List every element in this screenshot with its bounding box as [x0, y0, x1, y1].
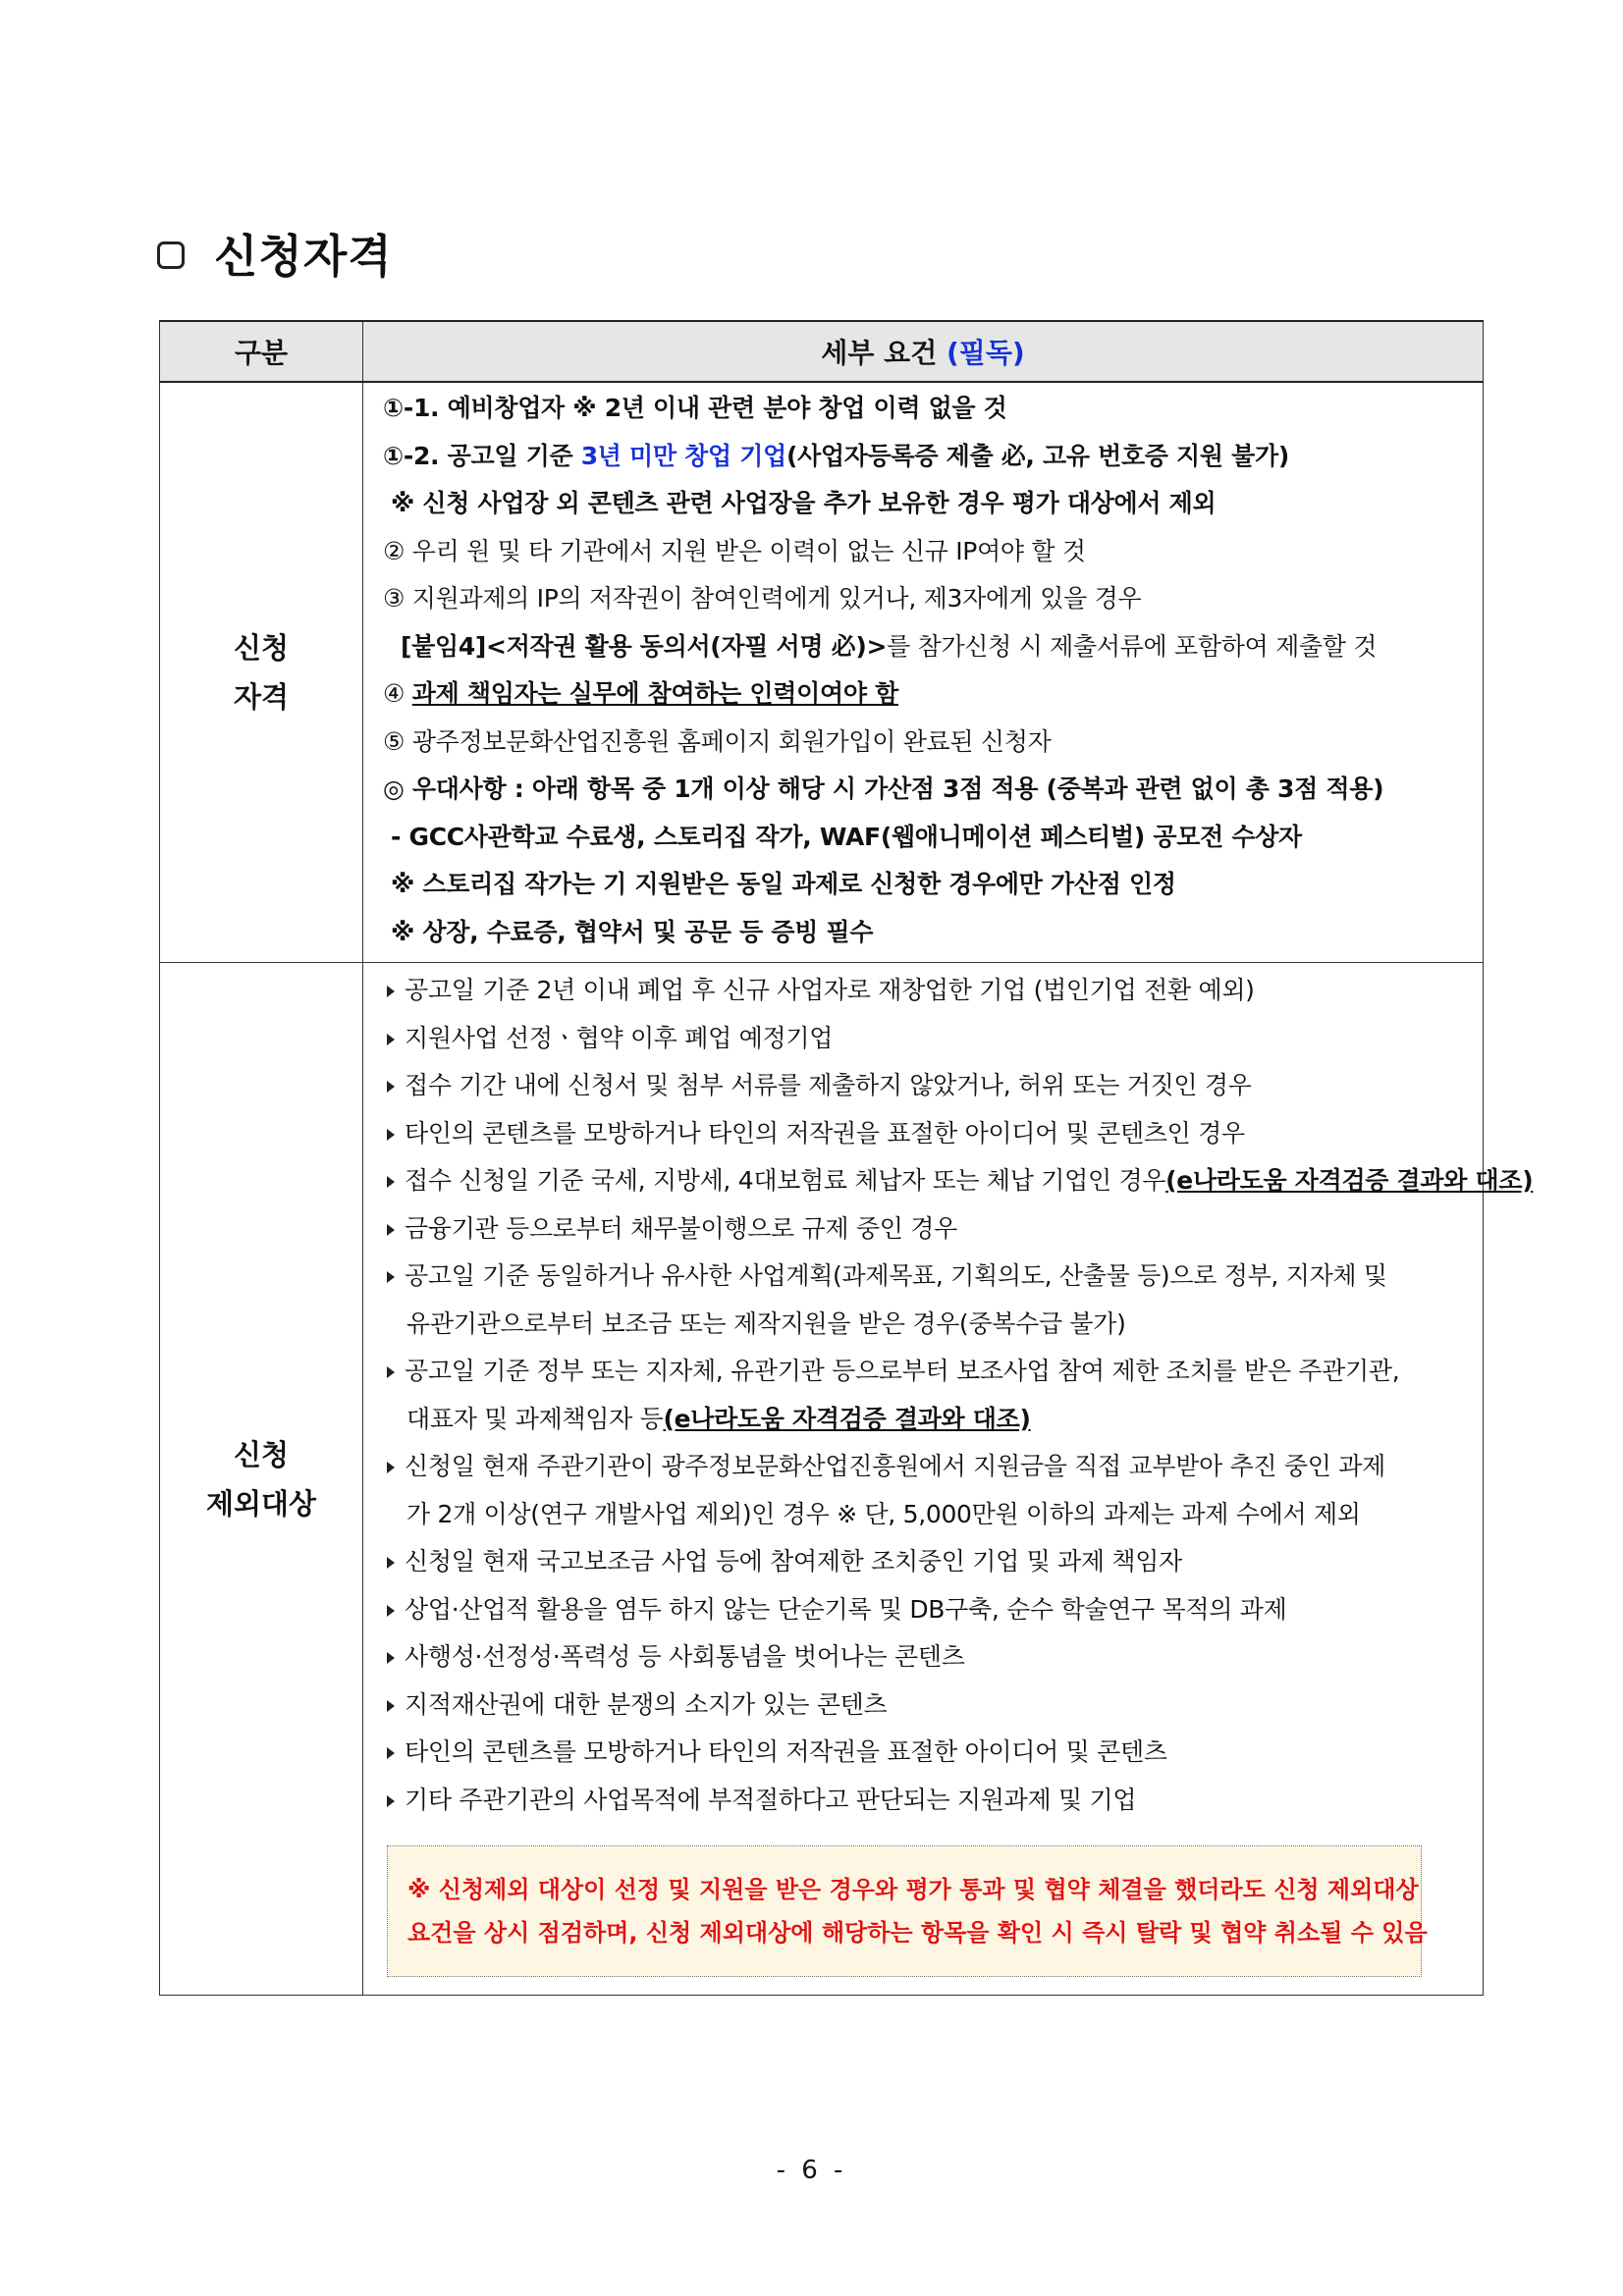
section-title: 신청자격 — [214, 230, 393, 283]
exclusion-item: 지적재산권에 대한 분쟁의 소지가 있는 콘텐츠 — [383, 1682, 1483, 1730]
exclusion-item: 공고일 기준 정부 또는 지자체, 유관기관 등으로부터 보조사업 참여 제한 조치를 받은 주관기관, — [383, 1348, 1483, 1396]
checkbox-square-icon — [157, 241, 185, 269]
bullet-triangle-icon — [387, 1747, 395, 1759]
exclusion-item-continuation: 유관기관으로부터 보조금 또는 제작지원을 받은 경우(중복수급 불가) — [406, 1308, 1126, 1338]
exclusion-item: 접수 신청일 기준 국세, 지방세, 4대보험료 체납자 또는 체납 기업인 경우(e나라도움 자격검증 결과와 대조) — [383, 1157, 1483, 1205]
exclusion-item: 공고일 기준 2년 이내 폐업 후 신규 사업자로 재창업한 기업 (법인기업 전환 예외) — [383, 967, 1483, 1015]
bullet-triangle-icon — [387, 1700, 395, 1712]
bullet-triangle-icon — [387, 1366, 395, 1378]
notice-line: ※ 신청제외 대상이 선정 및 지원을 받은 경우와 평가 통과 및 협약 체결을 했더라도 신청 제외대상 — [407, 1876, 1419, 1903]
header-category: 구분 — [160, 321, 363, 382]
eligibility-line: ③ 지원과제의 IP의 저작권이 참여인력에게 있거나, 제3자에게 있을 경우 — [383, 584, 1142, 613]
preference-line: - GCC사관학교 수료생, 스토리집 작가, WAF(웹애니메이션 페스티벌) 공모전 수상자 — [391, 822, 1302, 851]
exclusion-item-continuation: 가 2개 이상(연구 개발사업 제외)인 경우 ※ 단, 5,000만원 이하의 과제는 과제 수에서 제외 — [406, 1499, 1361, 1528]
bullet-triangle-icon — [387, 1605, 395, 1617]
eligibility-line: ①-2. 공고일 기준 3년 미만 창업 기업(사업자등록증 제출 必, 고유 번호증 지원 불가) — [383, 441, 1289, 470]
exclusion-item: 타인의 콘텐츠를 모방하거나 타인의 저작권을 표절한 아이디어 및 콘텐츠인 경우 — [383, 1110, 1483, 1158]
eligibility-line: ② 우리 원 및 타 기관에서 지원 받은 이력이 없는 신규 IP여야 할 것 — [383, 536, 1086, 565]
requirements-table — [159, 320, 1534, 1996]
eligibility-details — [363, 382, 1484, 963]
exclusion-item: 신청일 현재 주관기관이 광주정보문화산업진흥원에서 지원금을 직접 교부받아 추진 중인 과제 — [383, 1443, 1483, 1491]
exclusion-item: 기타 주관기관의 사업목적에 부적절하다고 판단되는 지원과제 및 기업 — [383, 1777, 1483, 1825]
eligibility-category: 신청 자격 — [160, 382, 363, 963]
eligibility-line: ①-1. 예비창업자 ※ 2년 이내 관련 분야 창업 이력 없을 것 — [383, 394, 1007, 422]
header-detail: 세부 요건 (필독) — [363, 321, 1484, 382]
bullet-triangle-icon — [387, 1034, 395, 1045]
eligibility-line: [붙임4]<저작권 활용 동의서(자필 서명 必)>를 참가신청 시 제출서류에 포함하여 제출할 것 — [401, 631, 1378, 661]
bullet-triangle-icon — [387, 1224, 395, 1236]
exclusion-item: 공고일 기준 동일하거나 유사한 사업계획(과제목표, 기획의도, 산출물 등)으로 정부, 지자체 및 — [383, 1253, 1483, 1301]
exclusion-category: 신청 제외대상 — [160, 963, 363, 1996]
exclusion-item: 타인의 콘텐츠를 모방하거나 타인의 저작권을 표절한 아이디어 및 콘텐츠 — [383, 1729, 1483, 1777]
exclusion-item: 상업·산업적 활용을 염두 하지 않는 단순기록 및 DB구축, 순수 학술연구 목적의 과제 — [383, 1586, 1483, 1634]
exclusion-item: 신청일 현재 국고보조금 사업 등에 참여제한 조치중인 기업 및 과제 책임자 — [383, 1538, 1483, 1586]
exclusion-item: 사행성·선정성·폭력성 등 사회통념을 벗어나는 콘텐츠 — [383, 1633, 1483, 1682]
exclusion-details — [363, 963, 1534, 1996]
bullet-triangle-icon — [387, 1081, 395, 1093]
exclusion-item-continuation: 대표자 및 과제책임자 등(e나라도움 자격검증 결과와 대조) — [406, 1404, 1031, 1433]
exclusion-notice-box — [387, 1845, 1428, 1977]
eligibility-line: ④ 과제 책임자는 실무에 참여하는 인력이여야 함 — [383, 679, 898, 708]
bullet-triangle-icon — [387, 1462, 395, 1473]
bullet-triangle-icon — [387, 1176, 395, 1188]
bullet-triangle-icon — [387, 1129, 395, 1141]
exclusion-item: 금융기관 등으로부터 채무불이행으로 규제 중인 경우 — [383, 1205, 1483, 1254]
exclusion-row — [160, 963, 1484, 1996]
header-detail-emphasis: (필독) — [947, 337, 1025, 369]
exclusion-item: 지원사업 선정ㆍ협약 이후 폐업 예정기업 — [383, 1015, 1483, 1063]
eligibility-row — [160, 382, 1484, 963]
section-heading — [157, 224, 393, 283]
bullet-triangle-icon — [387, 1271, 395, 1283]
page-number: - 6 - — [776, 2156, 847, 2185]
preference-line: ※ 상장, 수료증, 협약서 및 공문 등 증빙 필수 — [391, 917, 874, 946]
bullet-triangle-icon — [387, 1652, 395, 1664]
bullet-triangle-icon — [387, 1557, 395, 1569]
table-header-row — [160, 321, 1484, 382]
eligibility-line: ※ 신청 사업장 외 콘텐츠 관련 사업장을 추가 보유한 경우 평가 대상에서 제외 — [391, 489, 1217, 517]
exclusion-item: 접수 기간 내에 신청서 및 첨부 서류를 제출하지 않았거나, 허위 또는 거짓인 경우 — [383, 1062, 1483, 1110]
bullet-triangle-icon — [387, 1795, 395, 1807]
bullet-triangle-icon — [387, 986, 395, 997]
notice-line: 요건을 상시 점검하며, 신청 제외대상에 해당하는 항목을 확인 시 즉시 탈락 및 협약 취소될 수 있음 — [407, 1919, 1428, 1947]
preference-line: ※ 스토리집 작가는 기 지원받은 동일 과제로 신청한 경우에만 가산점 인정 — [391, 870, 1176, 898]
preference-line: ◎ 우대사항 : 아래 항목 중 1개 이상 해당 시 가산점 3점 적용 (중복과 관련 없이 총 3점 적용) — [383, 774, 1384, 803]
eligibility-line: ⑤ 광주정보문화산업진흥원 홈페이지 회원가입이 완료된 신청자 — [383, 726, 1052, 756]
